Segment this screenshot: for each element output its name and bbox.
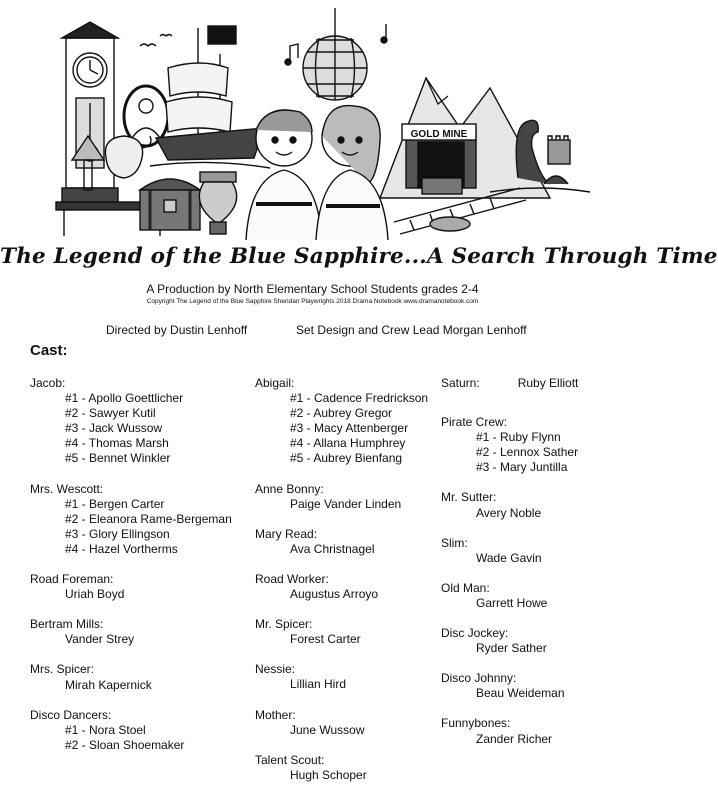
role-name: Mother: [255, 707, 296, 722]
cast-role [30, 482, 232, 557]
cast-role [441, 415, 578, 475]
actor-name: Augustus Arroyo [290, 587, 379, 602]
actor-name: June Wussow [290, 722, 365, 737]
castle-drawing [548, 136, 570, 164]
play-title: The Legend of the Blue Sapphire...A Search Through Time [0, 244, 718, 269]
actor-name: #2 - Sawyer Kutil [65, 406, 156, 421]
actor-name: #4 - Hazel Vortherms [65, 541, 178, 556]
actor-name: #2 - Lennox Sather [476, 445, 579, 460]
role-name: Funnybones: [441, 716, 511, 731]
cast-role [441, 536, 578, 566]
set-design-credit: Set Design and Crew Lead Morgan Lenhoff [296, 323, 527, 337]
actor-name: Forest Carter [290, 632, 361, 647]
actor-name: Uriah Boyd [65, 587, 125, 602]
actor-name: Paige Vander Linden [290, 496, 402, 511]
actor-name: #5 - Aubrey Bienfang [290, 451, 403, 466]
actor-name: #3 - Glory Ellingson [65, 526, 170, 541]
cast-role [30, 617, 232, 647]
cast-role [441, 671, 578, 701]
role-name: Jacob: [30, 376, 66, 390]
production-subtitle: A Production by North Elementary School Students grades 2-4 [146, 282, 479, 296]
cast-role [255, 572, 428, 602]
director-credit: Directed by Dustin Lenhoff [106, 323, 248, 337]
pirate-ship-drawing [150, 26, 270, 168]
role-name: Abigail: [255, 376, 295, 390]
role-name: Mr. Sutter: [441, 490, 497, 505]
actor-name: #3 - Mary Juntilla [476, 460, 568, 475]
cast-role [255, 482, 428, 512]
actor-name: Wade Gavin [476, 550, 542, 565]
cast-role [441, 581, 578, 611]
role-name: Pirate Crew: [441, 415, 508, 430]
actor-name: #1 - Cadence Fredrickson [290, 391, 429, 406]
cast-role [255, 527, 428, 557]
actor-name: Beau Weideman [476, 686, 565, 701]
actor-name: #2 - Eleanora Rame-Bergeman [65, 511, 232, 526]
grandfather-clock-drawing [62, 22, 118, 202]
gold-mine-sign: GOLD MINE [410, 129, 468, 140]
urn-drawing [199, 172, 236, 234]
actor-name: Lillian Hird [290, 677, 347, 692]
disco-ball-drawing [303, 8, 367, 100]
role-name: Disc Jockey: [441, 626, 509, 641]
actor-name: #2 - Sloan Shoemaker [65, 737, 185, 752]
actor-name: #3 - Jack Wussow [65, 421, 163, 436]
actor-name: Zander Richer [476, 731, 553, 746]
actor-name: #5 - Bennet Winkler [65, 451, 171, 466]
teapot-drawing [105, 136, 151, 178]
cast-column-3 [441, 376, 578, 762]
treasure-chest-drawing [140, 179, 200, 230]
cast-role [30, 662, 232, 692]
cast-column-1 [30, 376, 232, 768]
copyright-notice: Copyright The Legend of the Blue Sapphire Sheridan Playwrights 2018 Drama Notebook www.dramanotebook.com [146, 298, 479, 305]
role-name: Mr. Spicer: [255, 617, 313, 632]
cast-role [255, 753, 428, 783]
actor-name: Ryder Sather [476, 641, 547, 656]
cast-role [441, 376, 578, 391]
role-name: Anne Bonny: [255, 481, 324, 496]
actor-name: Vander Strey [65, 632, 135, 647]
actor-name: #1 - Ruby Flynn [476, 430, 561, 445]
actor-name: #4 - Allana Humphrey [290, 436, 406, 451]
role-name: Nessie: [255, 662, 296, 677]
actor-name: Ava Christnagel [290, 541, 375, 556]
role-name: Bertram Mills: [30, 617, 104, 632]
actor-name: #4 - Thomas Marsh [65, 436, 169, 451]
children-drawing [246, 106, 388, 240]
role-name: Saturn: [441, 376, 480, 390]
role-name: Slim: [441, 535, 468, 550]
header-illustration [50, 8, 590, 240]
actor-name: Avery Noble [476, 505, 542, 520]
actor-name: #2 - Aubrey Gregor [290, 406, 393, 421]
actor-name: Hugh Schoper [290, 767, 367, 782]
role-name: Disco Dancers: [30, 707, 112, 722]
actor-name: #1 - Apollo Goettlicher [65, 391, 184, 406]
role-name: Mrs. Spicer: [30, 662, 95, 677]
cast-role [255, 617, 428, 647]
role-name: Old Man: [441, 580, 490, 595]
actor-name: Ruby Elliott [517, 376, 579, 390]
actor-name: #3 - Macy Attenberger [290, 421, 409, 436]
actor-name: #1 - Nora Stoel [65, 722, 146, 737]
role-name: Mrs. Wescott: [30, 481, 104, 496]
cast-role [30, 376, 232, 467]
cast-heading: Cast: [30, 342, 68, 359]
cast-role [441, 626, 578, 656]
cast-column-2 [255, 376, 428, 798]
actor-name: Garrett Howe [476, 595, 548, 610]
role-name: Mary Read: [255, 526, 318, 541]
actor-name: #1 - Bergen Carter [65, 496, 165, 511]
cast-role [30, 708, 232, 753]
role-name: Disco Johnny: [441, 671, 517, 686]
cast-role [255, 376, 428, 467]
cast-role [441, 490, 578, 520]
cast-role [255, 662, 428, 692]
cast-role [441, 716, 578, 746]
cast-role [255, 708, 428, 738]
role-name: Road Worker: [255, 571, 329, 586]
cast-role [30, 572, 232, 602]
role-name: Talent Scout: [255, 752, 325, 767]
actor-name: Mirah Kapernick [65, 677, 152, 692]
role-name: Road Foreman: [30, 572, 114, 587]
